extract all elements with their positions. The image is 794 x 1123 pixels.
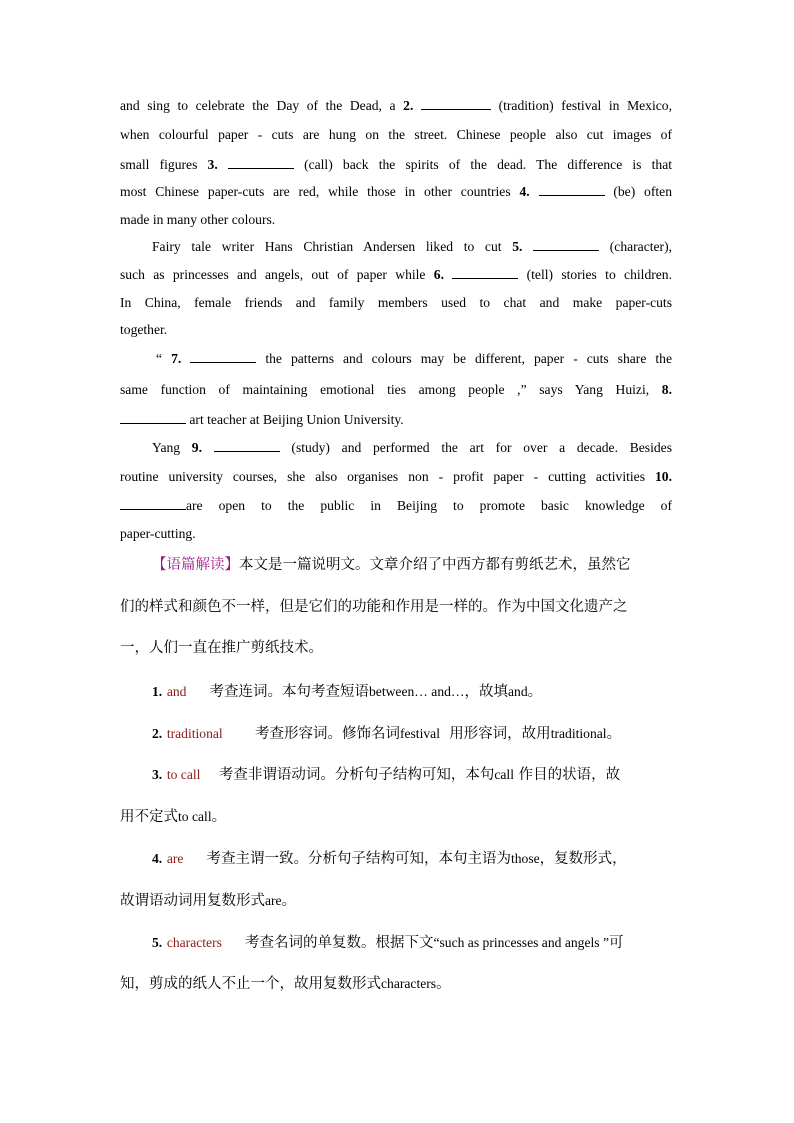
answer-1: 1. and 考查连词。本句考查短语between… and…，故填and。 [152, 684, 543, 700]
passage-line-10: “ 7. the patterns and colours may be different, paper - cuts share the [156, 351, 672, 366]
answer-3: 3. to call 考查非谓语动词。分析句子结构可知，本句call 作目的状语，故 [152, 767, 621, 783]
answer-5-cont: 知，剪成的纸人不止一个，故用复数形式characters。 [120, 976, 451, 992]
analysis-line-2: 们的样式和颜色不一样，但是它们的功能和作用是一样的。作为中国文化遗产之 [120, 599, 628, 615]
passage-line-13: Yang 9. (study) and performed the art for over a decade. Besides [152, 440, 672, 455]
passage-line-5: made in many other colours. [120, 212, 276, 227]
passage-line-1: and sing to celebrate the Day of the Dead, a 2. (tradition) festival in Mexico, [120, 98, 672, 113]
answer-4: 4. are 考查主谓一致。分析句子结构可知，本句主语为those，复数形式， [152, 851, 627, 867]
blank-4[interactable] [539, 183, 605, 196]
passage-line-16: paper-cutting. [120, 526, 196, 541]
analysis-line-3: 一，人们一直在推广剪纸技术。 [120, 640, 323, 656]
answer-4-cont: 故谓语动词用复数形式are。 [120, 893, 297, 909]
analysis-line-1: 【语篇解读】本文是一篇说明文。文章介绍了中西方都有剪纸艺术，虽然它 [152, 557, 631, 573]
answer-5: 5. characters 考查名词的单复数。根据下文“such as princesses and angels ”可 [152, 935, 624, 951]
passage-line-3: small figures 3. (call) back the spirits of the dead. The difference is that [120, 157, 673, 172]
blank-3[interactable] [228, 156, 294, 169]
blank-5[interactable] [533, 238, 599, 251]
passage-line-12: art teacher at Beijing Union University. [120, 411, 672, 429]
answer-2: 2. traditional 考查形容词。修饰名词festival 用形容词，故用traditional。 [152, 726, 622, 742]
passage-line-6: Fairy tale writer Hans Christian Andersen liked to cut 5. (character), [152, 239, 673, 254]
blank-2[interactable] [421, 97, 491, 110]
passage-line-7: such as princesses and angels, out of paper while 6. (tell) stories to children. [120, 267, 672, 282]
passage-line-2: when colourful paper - cuts are hung on the street. Chinese people also cut images of [120, 127, 672, 142]
analysis-tag: 【语篇解读】 [152, 557, 239, 573]
answer-3-cont: 用不定式to call。 [120, 809, 227, 825]
passage-line-8: In China, female friends and family members used to chat and make paper-cuts [120, 295, 672, 310]
passage-line-4: most Chinese paper-cuts are red, while those in other countries 4. (be) often [120, 184, 672, 199]
blank-6[interactable] [452, 266, 518, 279]
passage-line-14: routine university courses, she also organises non - profit paper - cutting activities 10. [120, 469, 672, 484]
blank-8[interactable] [120, 411, 186, 424]
passage-line-11: same function of maintaining emotional ties among people ,” says Yang Huizi, 8. [120, 382, 672, 397]
blank-10[interactable] [120, 497, 186, 510]
passage-line-15: are open to the public in Beijing to promote basic knowledge of [120, 497, 672, 515]
passage-line-9: together. [120, 322, 168, 337]
blank-9[interactable] [214, 439, 280, 452]
blank-7[interactable] [190, 350, 256, 363]
